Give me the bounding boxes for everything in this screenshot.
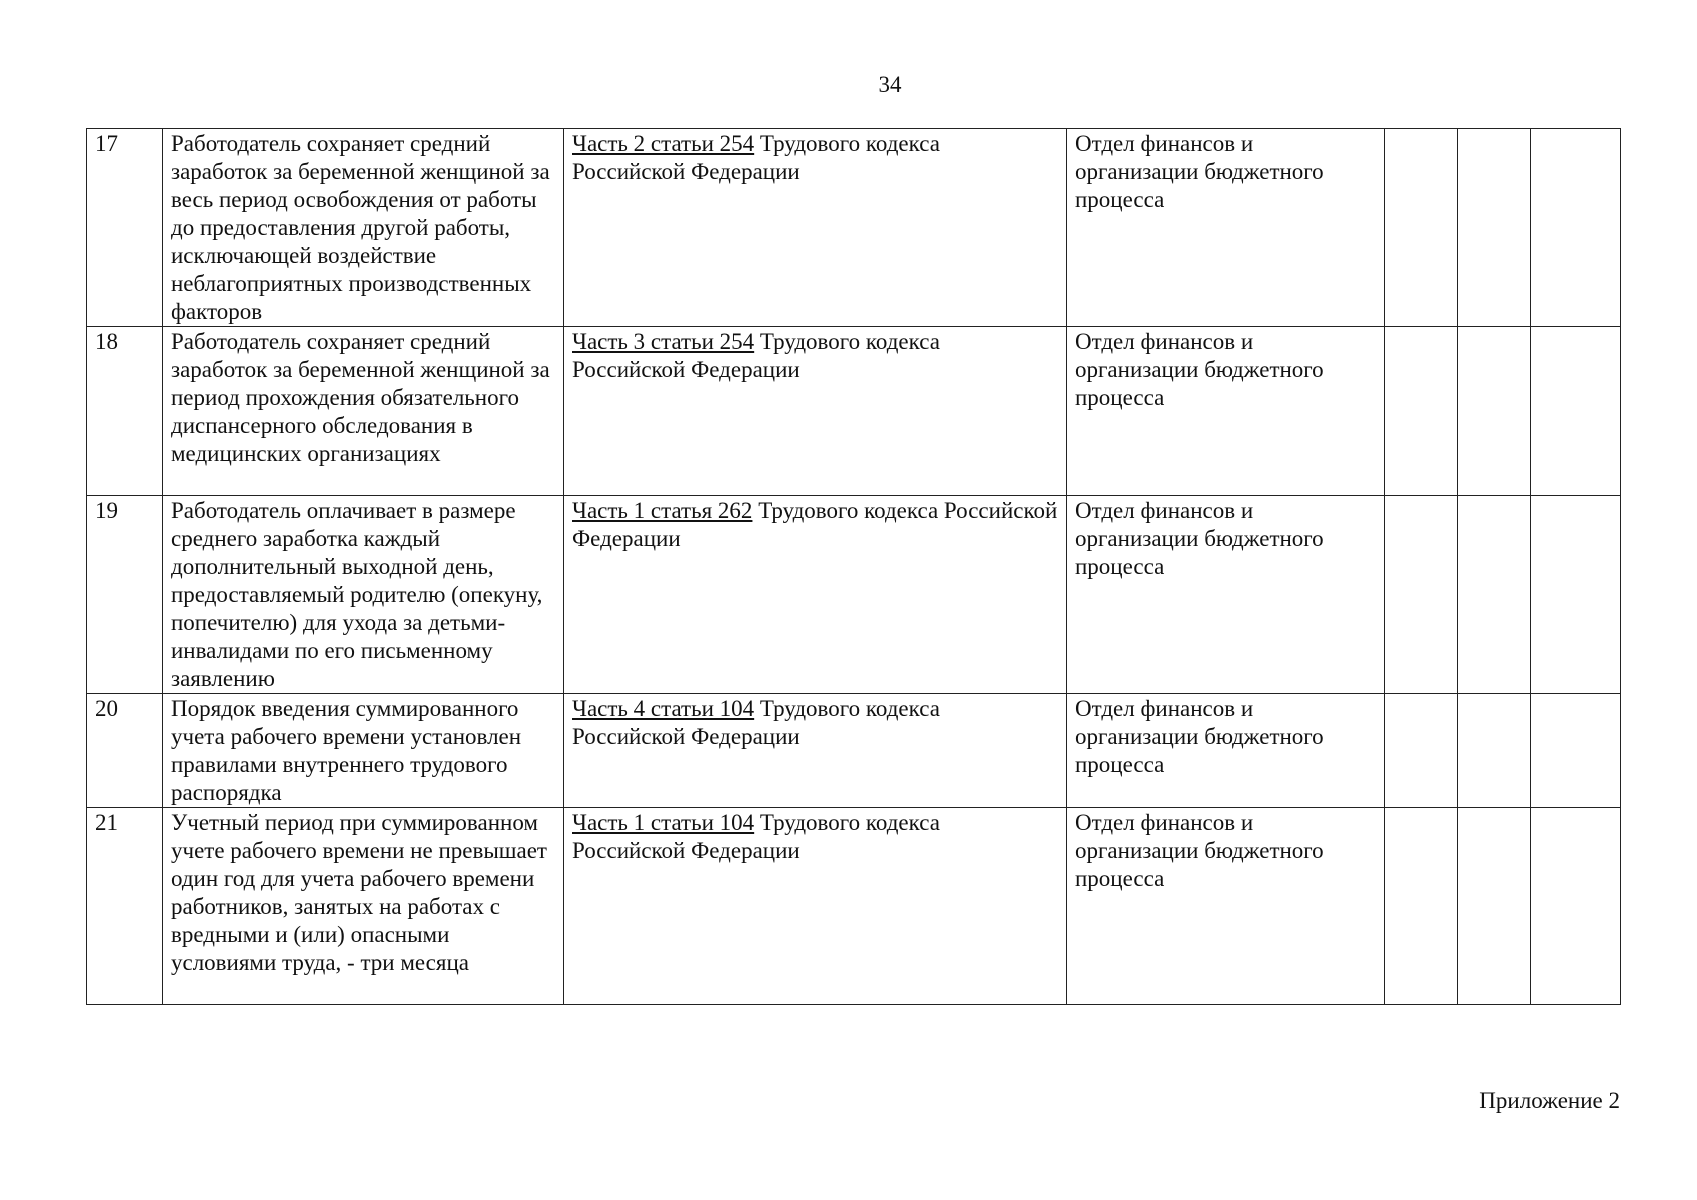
table-row [87,694,1621,808]
requirement-text: Порядок введения суммированного учета рабочего времени установлен правилами внутреннего трудового распорядка [163,694,564,808]
empty-cell [1458,808,1531,1005]
empty-cell [1458,129,1531,327]
responsible-department: Отдел финансов и организации бюджетного процесса [1067,496,1385,694]
table-row [87,808,1621,1005]
legal-reference-link[interactable]: Часть 3 статьи 254 [572,329,755,354]
legal-reference [564,129,1067,327]
legal-reference-text: Трудового кодекса Российской Федерации [572,696,940,749]
empty-cell [1385,327,1458,496]
empty-cell [1458,327,1531,496]
empty-cell [1458,694,1531,808]
row-number: 19 [87,496,163,694]
row-number: 18 [87,327,163,496]
requirement-text: Работодатель оплачивает в размере среднего заработка каждый дополнительный выходной день, предоставляемый родителю (опекуну, попечителю) для ухода за детьми-инвалидами по его письменному заявлению [163,496,564,694]
table-row [87,327,1621,496]
empty-cell [1531,327,1621,496]
page-number: 34 [878,72,902,97]
legal-reference-link[interactable]: Часть 2 статьи 254 [572,131,755,156]
empty-cell [1385,808,1458,1005]
legal-reference [564,808,1067,1005]
requirement-text: Работодатель сохраняет средний заработок за беременной женщиной за период прохождения обязательного диспансерного обследования в медицинских организациях [163,327,564,496]
legal-reference-text: Трудового кодекса Российской Федерации [572,131,940,184]
legal-reference-link[interactable]: Часть 1 статьи 104 [572,810,755,835]
legal-reference-link[interactable]: Часть 4 статьи 104 [572,696,755,721]
responsible-department: Отдел финансов и организации бюджетного процесса [1067,694,1385,808]
empty-cell [1531,129,1621,327]
empty-cell [1531,694,1621,808]
empty-cell [1385,694,1458,808]
requirement-text: Работодатель сохраняет средний заработок за беременной женщиной за весь период освобождения от работы до предоставления другой работы, исключающей воздействие неблагоприятных производственных факторов [163,129,564,327]
requirement-text: Учетный период при суммированном учете рабочего времени не превышает один год для учета рабочего времени работников, занятых на работах с вредными и (или) опасными условиями труда, - три месяца [163,808,564,1005]
legal-reference [564,327,1067,496]
row-number: 17 [87,129,163,327]
legal-reference [564,496,1067,694]
appendix-label: Приложение 2 [1479,1088,1620,1113]
legal-reference-text: Трудового кодекса Российской Федерации [572,498,1058,551]
responsible-department: Отдел финансов и организации бюджетного процесса [1067,327,1385,496]
legal-reference-text: Трудового кодекса Российской Федерации [572,329,940,382]
legal-reference-text: Трудового кодекса Российской Федерации [572,810,940,863]
table-row [87,496,1621,694]
empty-cell [1458,496,1531,694]
table-row [87,129,1621,327]
empty-cell [1531,808,1621,1005]
legal-reference [564,694,1067,808]
empty-cell [1385,129,1458,327]
empty-cell [1385,496,1458,694]
empty-cell [1531,496,1621,694]
responsible-department: Отдел финансов и организации бюджетного процесса [1067,129,1385,327]
legal-reference-link[interactable]: Часть 1 статья 262 [572,498,753,523]
requirements-table [86,128,1621,1005]
row-number: 21 [87,808,163,1005]
row-number: 20 [87,694,163,808]
responsible-department: Отдел финансов и организации бюджетного процесса [1067,808,1385,1005]
